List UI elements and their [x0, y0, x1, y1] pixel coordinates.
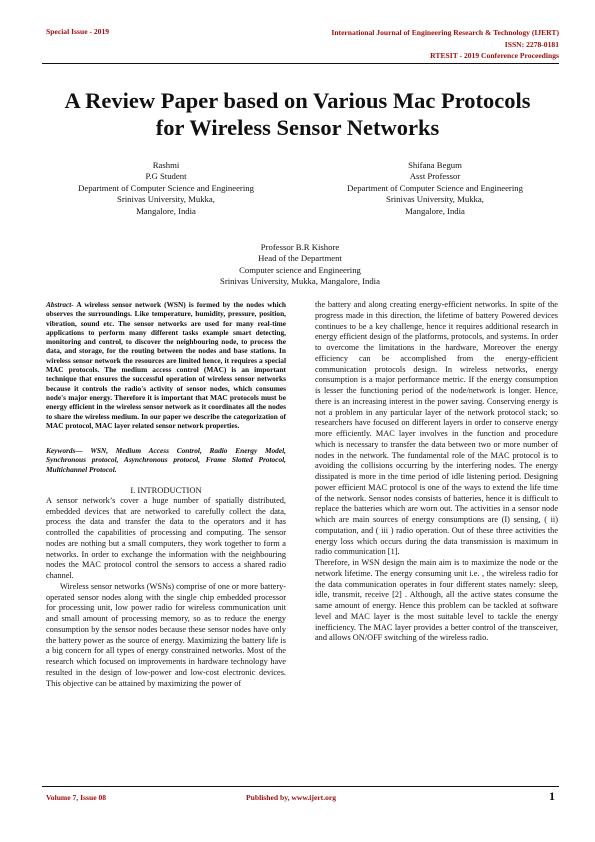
footer-publisher: Published by, www.ijert.org [246, 793, 337, 802]
paper-title [30, 87, 565, 141]
author-role: P.G Student [145, 171, 187, 182]
header-journal-name: International Journal of Engineering Research & Technology (IJERT) [331, 28, 559, 37]
right-column [315, 300, 558, 644]
page-number: 1 [549, 789, 555, 803]
author-name: Professor B.R Kishore [260, 242, 340, 252]
author-place: Mangalore, India [405, 205, 465, 216]
abstract-lead: Abstract- [46, 300, 74, 309]
intro-paragraph-1: A sensor network’s cover a huge number of spatially distributed, embedded devices that are networked to carefully collect the data, process the data and transfer the data to the operators and it has controlled the capabilities of processing and computing. The sensor nodes are nothing but a small computers, they work together to form a networks. In order to exchange the information with the neighbouring nodes the MAC protocol control the sensors to access a shared radio channel. [46, 495, 286, 581]
title-line-2: for Wireless Sensor Networks [155, 115, 440, 140]
author-univ: Srinivas University, Mukka, Mangalore, India [220, 276, 380, 287]
header-issn: ISSN: 2278-0181 [504, 39, 559, 49]
header-issue: Special Issue - 2019 [46, 27, 110, 36]
author-univ: Srinivas University, Mukka, [386, 194, 484, 205]
header-conference: RTESIT - 2019 Conference Proceedings [430, 51, 559, 60]
keywords: Keywords— WSN, Medium Access Control, Radio Energy Model, Synchronous protocol, Asynchronous protocol, Frame Slotted Protocol, Multichannel Protocol. [46, 446, 286, 474]
title-line-1: A Review Paper based on Various Mac Protocols [64, 88, 531, 113]
author-dept: Department of Computer Science and Engineering [78, 182, 254, 193]
author-dept: Department of Computer Science and Engineering [347, 182, 523, 193]
intro-paragraph-2: Wireless sensor networks (WSNs) comprise of one or more battery-operated sensor nodes along with the single chip embedded processor for processing unit, low power radio for wireless communication unit and small amount of processing memory, so as to reduce the energy consumption by the sensor nodes because these sensor nodes have only the battery power as the source of energy. Maximizing the battery life is a big concern for all types of energy constrained networks. Most of the research which focused on improvements in hardware technology have resulted in the design of low-power and low-cost electronic devices. This objective can be attained by maximizing the power of [46, 581, 286, 688]
section-heading-introduction: I. INTRODUCTION [130, 485, 202, 496]
author-univ: Srinivas University, Mukka, [117, 194, 215, 205]
abstract-body: A wireless sensor network (WSN) is formed by the nodes which observes the surroundings. Like temperature, humidity, pressure, position, vibration, sound etc. The sensor networks are used for many real-time applications to perform many different tasks example smart detecting, monitoring and control, to discover the neighbouring node, to process the data, and storage, for the routing between the nodes and base stations. In wireless sensor network the resources are limited hence, it requires a special MAC protocols. The medium access control (MAC) is an important technique that ensures the successful operation of wireless sensor networks because it controls the radio's activity of sensor nodes, which consumes node's major energy. Therefore it is important that MAC protocols must be energy efficient in the wireless sensor network as it coordinates all the nodes to share the wireless medium. In our paper we describe the categorization of MAC protocol, MAC layer related sensor network properties. [46, 300, 286, 430]
author-role: Asst Professor [409, 171, 461, 182]
author-name: Rashmi [152, 160, 180, 170]
abstract [46, 300, 286, 430]
author-2 [310, 160, 560, 217]
author-3 [150, 242, 450, 288]
author-1 [46, 160, 286, 217]
right-paragraph-1: the battery and along creating energy-efficient networks. In spite of the progress made in this direction, the lifetime of battery Powered devices continues to be a key challenge, hence it requires additional research in energy efficient design of the platforms, protocols, and systems. In order to overcome the limitations in the hardware, Moreover the energy efficiency can be accomplished from the energy-efficient communication protocols design. In wireless networks, energy consumption is a major performance metric. If the energy consumption is lesser the functioning period of the node/network is longer. Hence, there is an increasing interest in the power saving. Conserving energy is not a problem in any particular layer of the network protocol stack; so researchers have focused on different layers in order to conserve energy more efficiently. MAC layer involves in the function and procedure which is necessary to transfer the data between two or more number of nodes in the network. The fundamental role of the MAC protocol is to avoiding the collisions occurring by the interfering nodes. The energy dissipated is more in the time period of idle listening period. Designing power efficient MAC protocol is one of the ways to extend the life time of the network. Sensor nodes consists of batteries, hence it is difficult to replace the batteries which are worn out. The activities in a sensor node which are main sources of energy consumptions are (I) sensing, ( ii) computation, and ( iii ) radio operation. Out of these three activities the energy loss which occurs during the data transmission is maximum in radio communication [1]. [315, 300, 558, 557]
author-dept: Computer science and Engineering [239, 264, 361, 275]
footer-rule [42, 786, 559, 787]
header-rule [42, 63, 559, 64]
author-name: Shifana Begum [408, 160, 462, 170]
right-paragraph-2: Therefore, in WSN design the main aim is to maximize the node or the network lifetime. The energy consuming unit i.e. , the wireless radio for the data communication operates in four different states namely: sleep, idle, transmit, receive [2] . Although, all the active states consume the same amount of energy. Hence this problem can be tackled at software level and MAC layer is the most suitable level to tackle the energy inefficiency. The MAC layer provides a better control of the transceiver, and allows ON/OFF switching of the wireless radio. [315, 558, 558, 643]
author-role: Head of the Department [258, 253, 342, 264]
header-journal [331, 27, 559, 62]
author-place: Mangalore, India [136, 205, 196, 216]
left-column [46, 300, 286, 689]
footer-volume: Volume 7, Issue 08 [46, 793, 107, 802]
